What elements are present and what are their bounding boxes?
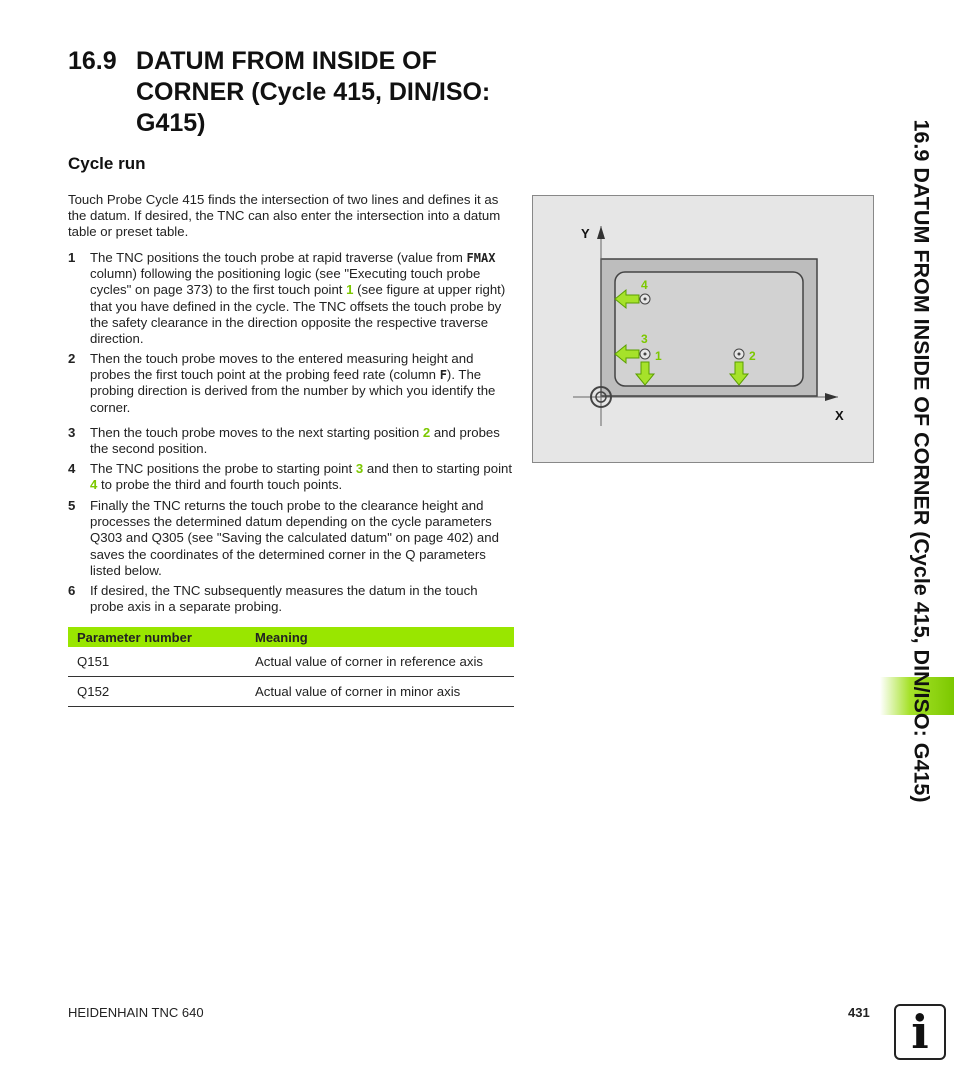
- y-axis-label: Y: [581, 226, 590, 241]
- table-cell: Q152: [68, 677, 246, 707]
- step-number: 3: [68, 425, 76, 440]
- point-label-2: 2: [749, 349, 756, 363]
- step-number: 4: [68, 461, 76, 476]
- corner-probing-figure: [532, 195, 874, 463]
- step-number: 5: [68, 498, 76, 513]
- step-text: If desired, the TNC subsequently measures the datum in the touch probe axis in a separate probing.: [90, 583, 478, 615]
- point-label-1: 1: [655, 349, 662, 363]
- step-text: Then the touch probe moves to the next starting position 2 and probes the second position.: [90, 425, 500, 457]
- intro-paragraph: Touch Probe Cycle 415 finds the intersection of two lines and defines it as the datum. If desired, the TNC can also enter the intersection into a datum table or preset table.: [68, 192, 501, 240]
- table-row: [68, 647, 514, 677]
- point-label-4: 4: [641, 278, 648, 292]
- table-header-row: [68, 627, 514, 647]
- list-item: [68, 425, 513, 457]
- list-item: [68, 583, 513, 615]
- subheading: Cycle run: [68, 154, 146, 173]
- step-text: The TNC positions the probe to starting point 3 and then to starting point 4 to probe the third and fourth touch points.: [90, 461, 513, 493]
- column-header: Parameter number: [68, 627, 246, 647]
- step-number: 6: [68, 583, 76, 598]
- step-text: Then the touch probe moves to the entered measuring height and probes the first touch point at the probing feed rate (column F). The probing direction is derived from the number by which you identify the corner.: [90, 351, 496, 415]
- table-cell: Q151: [68, 647, 246, 677]
- list-item: [68, 250, 513, 347]
- column-header: Meaning: [246, 627, 514, 647]
- section-number: 16.9: [68, 47, 117, 75]
- step-text: Finally the TNC returns the touch probe to the clearance height and processes the determined datum depending on the cycle parameters Q303 and Q305 (see "Saving the calculated datum" on page 402) and saves the coordinates of the determined corner in the Q parameters listed below.: [90, 498, 499, 578]
- y-axis-arrow: [597, 226, 605, 239]
- list-item: [68, 461, 513, 493]
- list-item: [68, 351, 513, 416]
- figure-svg: [533, 196, 873, 462]
- footer-product: HEIDENHAIN TNC 640: [68, 1005, 204, 1020]
- table-cell: Actual value of corner in reference axis: [246, 647, 514, 677]
- page-number: 431: [848, 1005, 870, 1020]
- x-axis-arrow: [825, 393, 838, 401]
- section-title: DATUM FROM INSIDE OF CORNER (Cycle 415, DIN/ISO: G415): [136, 47, 491, 137]
- parameter-table: [68, 627, 514, 707]
- side-running-title: 16.9 DATUM FROM INSIDE OF CORNER (Cycle 415, DIN/ISO: G415): [909, 119, 934, 803]
- step-number: 2: [68, 351, 76, 366]
- step-number: 1: [68, 250, 76, 265]
- point-label-3: 3: [641, 332, 648, 346]
- step-text: The TNC positions the touch probe at rapid traverse (value from FMAX column) following the positioning logic (see "Executing touch probe cycles" on page 373) to the first touch point 1 (see figure at upper right) that you have defined in the cycle. The TNC offsets the touch probe by the safety clearance in the direction opposite the respective traverse direction.: [90, 250, 506, 347]
- table-row: [68, 677, 514, 707]
- x-axis-label: X: [835, 408, 844, 423]
- info-icon: i: [894, 1004, 946, 1060]
- list-item: [68, 498, 513, 579]
- table-cell: Actual value of corner in minor axis: [246, 677, 514, 707]
